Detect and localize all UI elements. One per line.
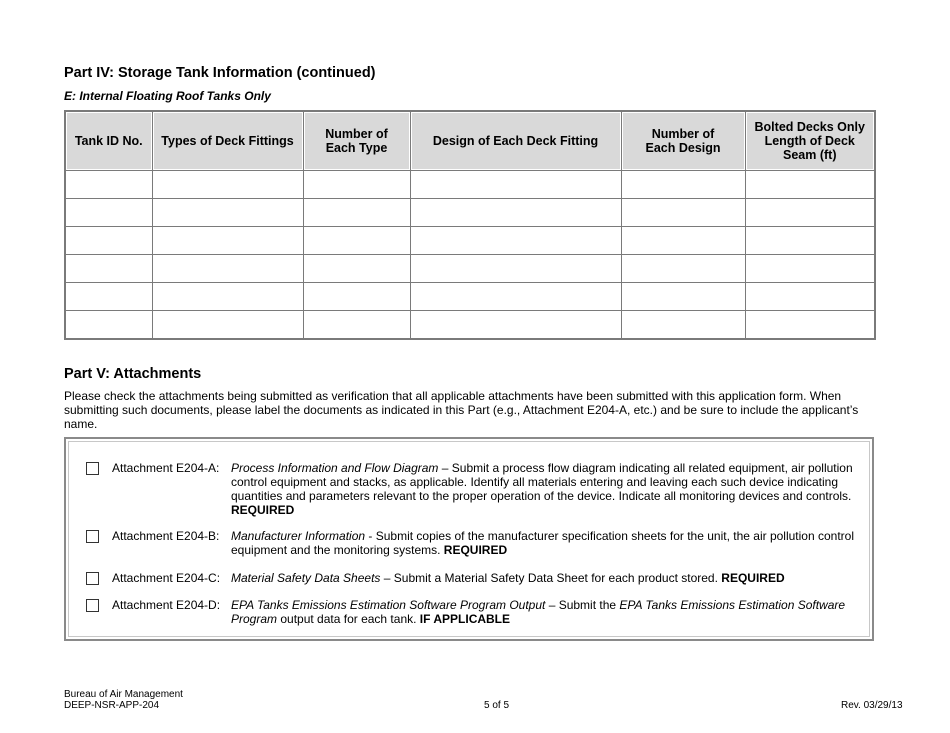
column-header-number-each-type bbox=[303, 111, 410, 171]
column-header-number-each-design bbox=[621, 111, 745, 171]
attachment-title: EPA Tanks Emissions Estimation Software Program Output bbox=[231, 598, 546, 612]
column-header-line: Bolted Decks Only bbox=[754, 120, 865, 134]
table-cell-number-each-design[interactable] bbox=[621, 311, 745, 340]
table-cell-deck-fitting-design[interactable] bbox=[410, 283, 621, 311]
column-header-deck-fitting-types bbox=[152, 111, 303, 171]
column-header-line: Length of Deck bbox=[764, 134, 855, 148]
attachments-box bbox=[64, 437, 874, 641]
attachment-body: Submit a process flow diagram indicating all related equipment, air pollution control equipment and stacks, as applicable. Identify all materials entering and leaving each such device indicating quantities and parameters relevant to the proper operation of the device. Indicate all monitoring devices and controls. bbox=[231, 461, 853, 503]
footer-revision: Rev. 03/29/13 bbox=[841, 700, 903, 711]
column-header-line: Each Type bbox=[325, 141, 388, 155]
attachment-label: Attachment E204-A: bbox=[112, 461, 220, 475]
table-cell-number-each-design[interactable] bbox=[621, 199, 745, 227]
tank-deck-fittings-table bbox=[64, 110, 876, 340]
table-cell-deck-fitting-types[interactable] bbox=[152, 171, 303, 199]
column-header-deck-fitting-design bbox=[410, 111, 621, 171]
table-cell-number-each-type[interactable] bbox=[303, 227, 410, 255]
table-row bbox=[65, 255, 875, 283]
attachment-requirement: REQUIRED bbox=[231, 503, 295, 517]
column-header-line: Types of Deck Fittings bbox=[161, 134, 294, 148]
attachment-checkbox[interactable] bbox=[86, 572, 99, 585]
table-cell-deck-fitting-types[interactable] bbox=[152, 283, 303, 311]
table-row bbox=[65, 227, 875, 255]
table-cell-tank-id[interactable] bbox=[65, 311, 152, 340]
attachment-separator: – bbox=[380, 571, 394, 585]
attachment-label: Attachment E204-D: bbox=[112, 598, 221, 612]
column-header-line: Design of Each Deck Fitting bbox=[432, 134, 599, 148]
table-cell-bolted-deck-seam-length[interactable] bbox=[745, 311, 875, 340]
attachments-instructions: Please check the attachments being submitted as verification that all applicable attachments have been submitted with this application form. When submitting such documents, please label the documents as indicated in this Part (e.g., Attachment E204-A, etc.) and be sure to include the applicant’s name. bbox=[64, 389, 859, 431]
table-cell-deck-fitting-types[interactable] bbox=[152, 199, 303, 227]
table-cell-bolted-deck-seam-length[interactable] bbox=[745, 227, 875, 255]
table-cell-number-each-type[interactable] bbox=[303, 311, 410, 340]
attachment-requirement: REQUIRED bbox=[443, 543, 508, 557]
table-cell-number-each-design[interactable] bbox=[621, 255, 745, 283]
table-cell-number-each-type[interactable] bbox=[303, 171, 410, 199]
table-cell-deck-fitting-types[interactable] bbox=[152, 227, 303, 255]
column-header-line: Seam (ft) bbox=[783, 148, 837, 162]
attachment-body: Submit copies of the manufacturer specification sheets for the unit, the air pollution control equipment and the monitoring systems. bbox=[231, 529, 854, 557]
attachment-body-tail: output data for each tank. bbox=[277, 612, 417, 626]
column-header-line: Number of bbox=[651, 127, 715, 141]
table-header-row bbox=[65, 111, 875, 171]
attachment-separator: – bbox=[545, 598, 559, 612]
attachment-checkbox[interactable] bbox=[86, 599, 99, 612]
attachment-checkbox[interactable] bbox=[86, 462, 99, 475]
attachment-title: Manufacturer Information bbox=[231, 529, 366, 543]
attachment-title: Material Safety Data Sheets bbox=[231, 571, 381, 585]
table-cell-deck-fitting-design[interactable] bbox=[410, 171, 621, 199]
table-cell-bolted-deck-seam-length[interactable] bbox=[745, 171, 875, 199]
attachment-requirement: REQUIRED bbox=[721, 571, 785, 585]
attachment-description bbox=[231, 571, 859, 585]
column-header-line: Tank ID No. bbox=[74, 134, 143, 148]
footer-org: Bureau of Air Management bbox=[64, 689, 183, 700]
table-row bbox=[65, 283, 875, 311]
attachment-body: Submit a Material Safety Data Sheet for each product stored. bbox=[393, 571, 718, 585]
part-v-title: Part V: Attachments bbox=[64, 366, 202, 382]
table-cell-tank-id[interactable] bbox=[65, 171, 152, 199]
table-cell-number-each-design[interactable] bbox=[621, 227, 745, 255]
attachment-separator: - bbox=[365, 529, 376, 543]
attachment-requirement: IF APPLICABLE bbox=[419, 612, 511, 626]
section-e-subtitle: E: Internal Floating Roof Tanks Only bbox=[64, 89, 271, 103]
table-cell-number-each-type[interactable] bbox=[303, 199, 410, 227]
table-cell-deck-fitting-design[interactable] bbox=[410, 199, 621, 227]
column-header-tank-id bbox=[65, 111, 152, 171]
table-row bbox=[65, 171, 875, 199]
attachment-label: Attachment E204-C: bbox=[112, 571, 221, 585]
table-cell-deck-fitting-types[interactable] bbox=[152, 255, 303, 283]
table-cell-number-each-design[interactable] bbox=[621, 283, 745, 311]
attachment-separator: – bbox=[438, 461, 452, 475]
column-header-line: Number of bbox=[325, 127, 388, 141]
table-cell-deck-fitting-design[interactable] bbox=[410, 311, 621, 340]
table-cell-tank-id[interactable] bbox=[65, 283, 152, 311]
table-cell-number-each-type[interactable] bbox=[303, 255, 410, 283]
attachment-description bbox=[231, 529, 859, 557]
attachment-title: Process Information and Flow Diagram bbox=[231, 461, 439, 475]
table-cell-bolted-deck-seam-length[interactable] bbox=[745, 199, 875, 227]
attachment-checkbox[interactable] bbox=[86, 530, 99, 543]
table-cell-deck-fitting-design[interactable] bbox=[410, 255, 621, 283]
table-cell-deck-fitting-types[interactable] bbox=[152, 311, 303, 340]
part-iv-title: Part IV: Storage Tank Information (continued) bbox=[64, 65, 376, 81]
footer-form-id: DEEP-NSR-APP-204 bbox=[64, 700, 160, 711]
footer-page-number: 5 of 5 bbox=[484, 700, 510, 711]
attachment-body-program-name: EPA Tanks Emissions Estimation Software Program bbox=[231, 598, 846, 626]
table-row bbox=[65, 311, 875, 340]
table-row bbox=[65, 199, 875, 227]
table-cell-bolted-deck-seam-length[interactable] bbox=[745, 283, 875, 311]
attachment-description bbox=[231, 598, 859, 626]
table-cell-tank-id[interactable] bbox=[65, 255, 152, 283]
table-cell-bolted-deck-seam-length[interactable] bbox=[745, 255, 875, 283]
column-header-bolted-deck-seam-length bbox=[745, 111, 875, 171]
table-cell-number-each-design[interactable] bbox=[621, 171, 745, 199]
attachment-description bbox=[231, 461, 859, 517]
attachment-body: Submit the bbox=[558, 598, 620, 612]
attachment-label: Attachment E204-B: bbox=[112, 529, 220, 543]
table-cell-number-each-type[interactable] bbox=[303, 283, 410, 311]
table-cell-tank-id[interactable] bbox=[65, 199, 152, 227]
table-cell-tank-id[interactable] bbox=[65, 227, 152, 255]
column-header-line: Each Design bbox=[645, 141, 721, 155]
table-cell-deck-fitting-design[interactable] bbox=[410, 227, 621, 255]
